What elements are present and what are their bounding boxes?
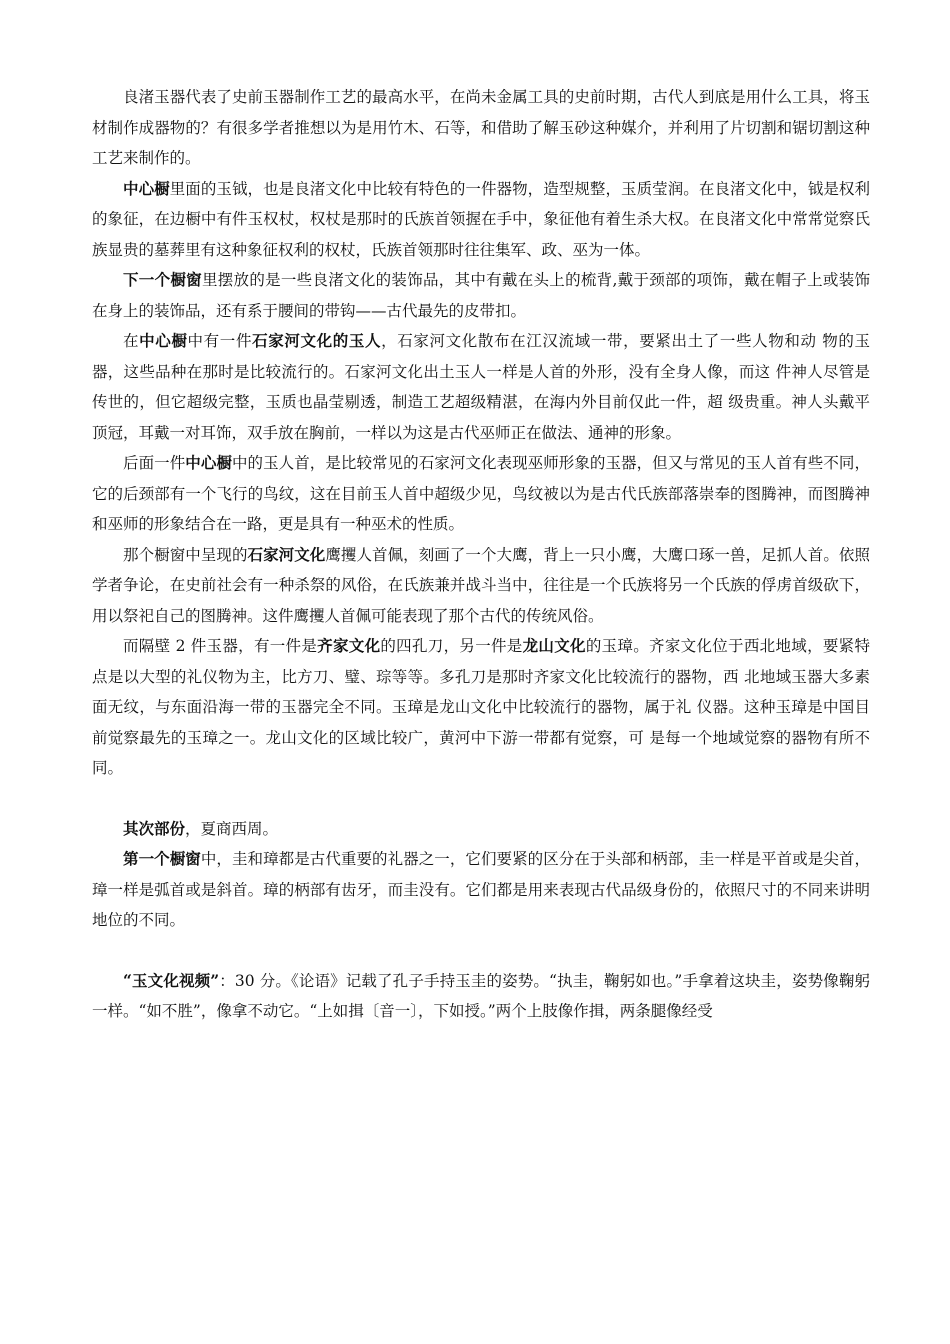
paragraph-qijia-longshan: 而隔壁 2 件玉器，有一件是齐家文化的四孔刀，另一件是龙山文化的玉璋。齐家文化位于西北地域，要紧特点是以大型的礼仪物为主，比方刀、璧、琮等等。多孔刀是那时齐家文化比较流行的器物，西 北地域玉器大多素面无纹，与东面沿海一带的玉器完全不同。玉璋是龙山文化中比较流行的器物，属于礼 仪器。这种玉璋是中国目前觉察最先的玉璋之一。龙山文化的区域比较广，黄河中下游一带都有觉察，可 是每一个地域觉察的器物有所不同。 bbox=[92, 636, 870, 777]
paragraph-jade-craft: 良渚玉器代表了史前玉器制作工艺的最高水平，在尚未金属工具的史前时期，古代人到底是用什么工具，将玉材制作成器物的？有很多学者推想以为是用竹木、石等，和借助了解玉砂这种媒介，并利用了片切割和锯切割这种工艺来制作的。 bbox=[92, 88, 870, 167]
paragraph-jade-video: “玉文化视频”：30 分。《论语》记载了孔子手持玉圭的姿势。“执圭，鞠躬如也。”手拿着这块圭，姿势像鞠躬一样。“如不胜”，像拿不动它。“上如揖〔音一〕，下如授。”两个上肢像作揖，两条腿像经受 bbox=[92, 970, 870, 1020]
paragraph-spacer bbox=[92, 936, 870, 966]
document-page bbox=[92, 82, 870, 1027]
paragraph-gui-zhang: 第一个橱窗中，圭和璋都是古代重要的礼器之一，它们要紧的区分在于头部和柄部，圭一样是平首或是尖首，璋一样是弧首或是斜首。璋的柄部有齿牙，而圭没有。它们都是用来表现古代品级身份的，依照尺寸的不同来讲明地位的不同。 bbox=[92, 849, 870, 929]
paragraph-spacer bbox=[92, 784, 870, 814]
section-heading-xia-shang-zhou: 其次部份，夏商西周。 bbox=[123, 818, 279, 838]
paragraph-jade-head: 后面一件中心橱中的玉人首，是比较常见的石家河文化表现巫师形象的玉器，但又与常见的玉人首有些不同，它的后颈部有一个飞行的鸟纹，这在目前玉人首中超级少见，鸟纹被以为是古代氏族部落崇奉的图腾神，而图腾神和巫师的形象结合在一路，更是具有一种巫术的性质。 bbox=[92, 453, 870, 533]
paragraph-jade-figure: 在中心橱中有一件石家河文化的玉人，石家河文化散布在江汉流域一带，要紧出土了一些人物和动 物的玉器，这些品种在那时是比较流行的。石家河文化出土玉人一样是人首的外形，没有全身人像，而这 件神人尽管是传世的，但它超级完整，玉质也晶莹剔透，制造工艺超级精湛，在海内外目前仅此一件，超 级贵重。神人头戴平顶冠，耳戴一对耳饰，双手放在胸前，一样以为这是古代巫师正在做法、通神的形象。 bbox=[92, 331, 870, 442]
paragraph-eagle-pendant: 那个橱窗中呈现的石家河文化鹰攫人首佩，刻画了一个大鹰，背上一只小鹰，大鹰口琢一兽，足抓人首。依照学者争论，在史前社会有一种杀祭的风俗，在氏族兼并战斗当中，往往是一个氏族将另一个氏族的俘虏首级砍下，用以祭祀自己的图腾神。这件鹰攫人首佩可能表现了那个古代的传统风俗。 bbox=[92, 544, 870, 625]
paragraph-jade-yue: 中心橱里面的玉钺，也是良渚文化中比较有特色的一件器物，造型规整，玉质莹润。在良渚文化中，钺是权利的象征，在边橱中有件玉权杖，权杖是那时的氏族首领握在手中，象征他有着生杀大权。在良渚文化中常常觉察氏族显贵的墓葬里有这种象征权利的权杖，氏族首领那时往往集军、政、巫为一体。 bbox=[92, 178, 870, 259]
paragraph-ornaments: 下一个橱窗里摆放的是一些良渚文化的装饰品，其中有戴在头上的梳背,戴于颈部的项饰，戴在帽子上或装饰在身上的装饰品，还有系于腰间的带钩——古代最先的皮带扣。 bbox=[92, 270, 870, 320]
